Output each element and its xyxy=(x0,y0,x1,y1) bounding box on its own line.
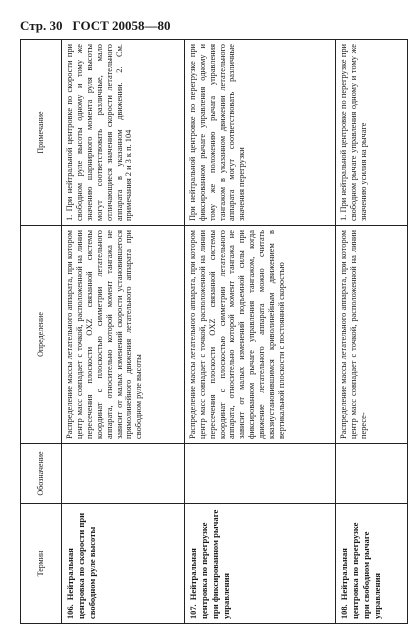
table-header-row xyxy=(21,40,62,624)
term-number: 107. xyxy=(188,604,198,619)
page-number: Стр. 30 xyxy=(20,18,63,33)
table-row xyxy=(62,40,185,624)
symbol-cell xyxy=(335,444,407,504)
table-row xyxy=(335,40,407,624)
terms-table xyxy=(20,39,408,624)
rotated-table-area xyxy=(20,40,408,624)
term-cell xyxy=(184,504,335,624)
term-name: Нейтральная центровка по перегрузке при фиксированном рычаге управления xyxy=(187,509,231,619)
table-row xyxy=(184,40,335,624)
symbol-cell xyxy=(184,444,335,504)
term-number: 108. xyxy=(339,604,349,619)
page-header xyxy=(20,18,171,34)
term-number: 106. xyxy=(66,604,75,619)
note-cell: 1. При нейтральной центровке по скорости при свободном руле высоты одному и тому же значению шарнирного момента руля высоты могут соответствовать различные, мало отличающиеся значения скорости летательного аппарата в указанном движении. 2. См. примечания 2 и 3 к п. 104 xyxy=(62,40,185,226)
note-cell: При нейтральной центровке по перегрузке при фиксированном рычаге управления одному и тому же положению рычага управления тангажом в указанном движении летательного аппарата могут соответствовать различные значения перегрузки xyxy=(184,40,335,226)
definition-cell: Распределение массы летательного аппарата, при котором центр масс совпадает с точкой, расположенной на линии пересечения плоскости OXZ связанной системы координат с плоскостью симметрии летательного аппарата, относительно которой момент тангажа не зависит от малых изменений подъемной силы при фиксированном рычаге управления тангажом, когда движение летательного аппарата можно считать квазиустановившимся криволинейным движением в вертикальной плоскости с постоянной скоростью xyxy=(184,226,335,444)
column-header-term: Термин xyxy=(21,504,62,624)
term-cell xyxy=(62,504,185,624)
definition-cell: Распределение массы летательного аппарата, при котором центр масс совпадает с точкой, расположенной на линии пересечения плоскости OXZ связанной системы координат с плоскостью симметрии летательного аппарата, относительно которой момент тангажа не зависит от малых изменений скорости установившегося прямолинейного движения летательного аппарата при свободном руле высоты xyxy=(62,226,185,444)
column-header-definition: Определение xyxy=(21,226,62,444)
column-header-note: Примечание xyxy=(21,40,62,226)
standard-title: ГОСТ 20058—80 xyxy=(72,18,171,33)
symbol-cell xyxy=(62,444,185,504)
term-name: Нейтральная центровка по скорости при свободном руле высоты xyxy=(65,512,97,619)
term-name: Нейтральная центровка по перегрузке при свободном рычаге управления xyxy=(338,522,382,619)
column-header-symbol: Обозначение xyxy=(21,444,62,504)
note-cell: 1. При нейтральной центровке по перегрузке при свободном рычаге управления одному и тому же значению усилия на рычаге xyxy=(335,40,407,226)
rotated-content xyxy=(20,40,408,624)
definition-cell: Распределение массы летательного аппарата, при котором центр масс совпадает с точкой, расположенной на линии пересе- xyxy=(335,226,407,444)
term-cell xyxy=(335,504,407,624)
